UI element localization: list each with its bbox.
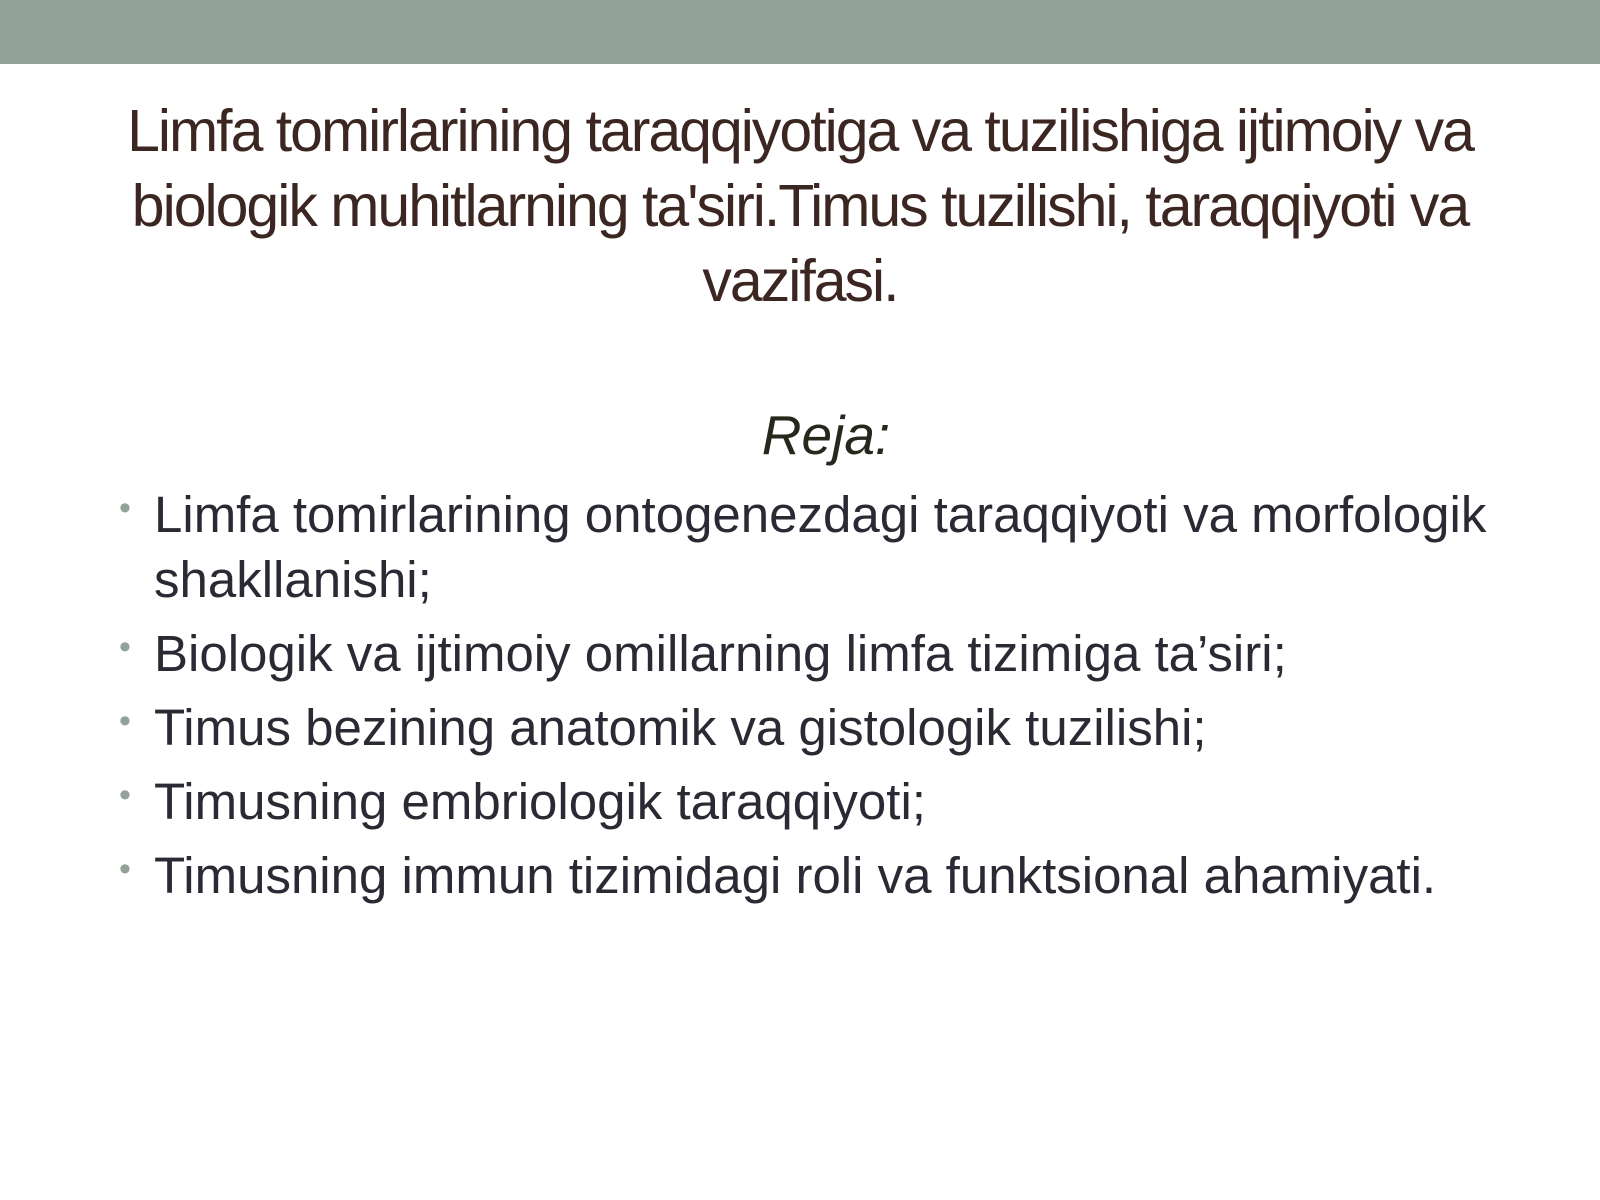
- plan-item: [115, 621, 1565, 686]
- plan-item-text: Timusning immun tizimidagi roli va funktsional ahamiyati.: [154, 847, 1437, 904]
- plan-item-text: Limfa tomirlarining ontogenezdagi taraqqiyoti va morfologik shakllanishi;: [154, 486, 1487, 608]
- plan-list: [115, 482, 1565, 917]
- bullet-icon: •: [119, 489, 131, 527]
- slide-title: Limfa tomirlarining taraqqiyotiga va tuzilishiga ijtimoiy va biologik muhitlarning ta'siri.Timus tuzilishi, taraqqiyoti va vazifasi.: [127, 98, 1473, 314]
- plan-item: [115, 695, 1565, 760]
- top-accent-band: [0, 0, 1600, 64]
- plan-item-text: Biologik va ijtimoiy omillarning limfa tizimiga ta’siri;: [154, 625, 1287, 682]
- plan-item-text: Timusning embriologik taraqqiyoti;: [154, 773, 926, 830]
- plan-heading: Reja:: [761, 404, 891, 466]
- plan-item: [115, 769, 1565, 834]
- plan-item: [115, 482, 1565, 612]
- bullet-icon: •: [119, 702, 131, 740]
- plan-item-text: Timus bezining anatomik va gistologik tuzilishi;: [154, 699, 1207, 756]
- bullet-icon: •: [119, 850, 131, 888]
- bullet-icon: •: [119, 776, 131, 814]
- plan-item: [115, 843, 1565, 908]
- bullet-icon: •: [119, 628, 131, 666]
